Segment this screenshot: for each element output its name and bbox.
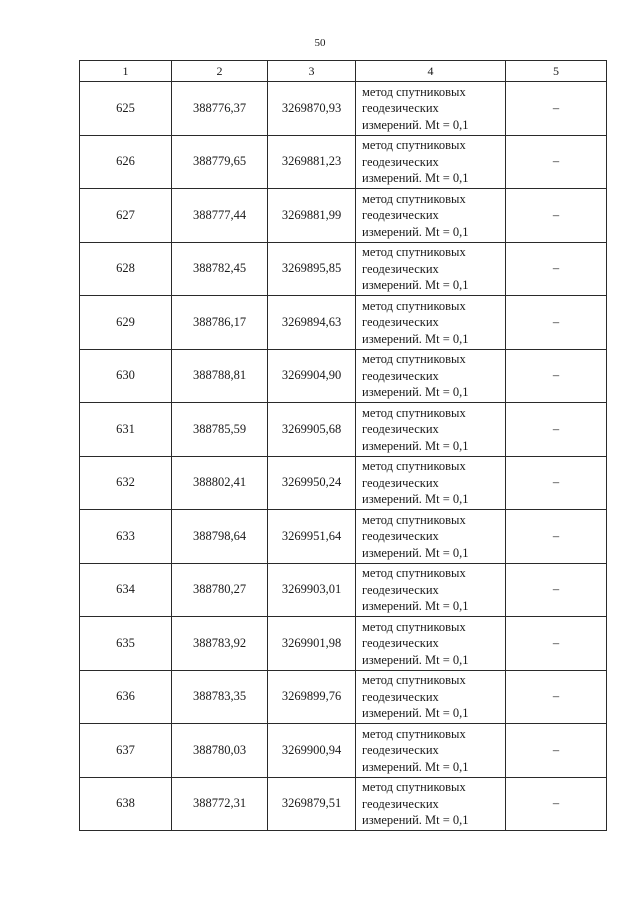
method-line: метод спутниковых	[362, 191, 466, 206]
method-cell	[356, 349, 506, 403]
method-line: метод спутниковых	[362, 352, 466, 366]
point-number-cell: 635	[80, 617, 172, 671]
point-number-cell: 636	[80, 670, 172, 724]
y-coordinate-cell: 3269950,24	[268, 456, 356, 510]
table-row	[80, 510, 607, 564]
method-line: геодезических	[362, 368, 439, 383]
method-line: метод спутниковых	[362, 245, 466, 259]
note-cell: –	[506, 510, 607, 564]
point-number-cell: 629	[80, 296, 172, 350]
method-line: измерений. Mt = 0,1	[362, 117, 469, 132]
column-header-1: 1	[80, 61, 172, 82]
x-coordinate-cell: 388780,27	[172, 563, 268, 617]
page-number: 50	[314, 37, 326, 49]
x-coordinate-cell: 388783,35	[172, 670, 268, 724]
point-number-cell: 630	[80, 349, 172, 403]
method-cell	[356, 189, 506, 243]
x-coordinate-cell: 388788,81	[172, 349, 268, 403]
x-coordinate-cell: 388798,64	[172, 510, 268, 564]
y-coordinate-cell: 3269879,51	[268, 777, 356, 831]
table-row	[80, 777, 607, 831]
method-cell	[356, 403, 506, 457]
method-line: измерений. Mt = 0,1	[362, 385, 469, 399]
method-line: метод спутниковых	[362, 138, 466, 152]
method-line: измерений. Mt = 0,1	[362, 492, 469, 506]
method-cell	[356, 670, 506, 724]
point-number-cell: 626	[80, 135, 172, 189]
method-line: метод спутниковых	[362, 459, 466, 473]
method-line: геодезических	[362, 689, 439, 704]
x-coordinate-cell: 388772,31	[172, 777, 268, 831]
y-coordinate-cell: 3269895,85	[268, 242, 356, 296]
table-row	[80, 403, 607, 457]
method-line: геодезических	[362, 582, 439, 597]
note-cell: –	[506, 456, 607, 510]
y-coordinate-cell: 3269951,64	[268, 510, 356, 564]
method-line: геодезических	[362, 743, 439, 757]
x-coordinate-cell: 388777,44	[172, 189, 268, 243]
note-cell: –	[506, 724, 607, 778]
point-number-cell: 637	[80, 724, 172, 778]
method-line: геодезических	[362, 208, 439, 222]
x-coordinate-cell: 388786,17	[172, 296, 268, 350]
method-line: метод спутниковых	[362, 566, 466, 580]
table-row	[80, 135, 607, 189]
column-header-5: 5	[506, 61, 607, 82]
coordinates-table	[79, 60, 607, 831]
method-line: измерений. Mt = 0,1	[362, 652, 469, 667]
point-number-cell: 625	[80, 82, 172, 136]
method-cell	[356, 724, 506, 778]
method-line: геодезических	[362, 636, 439, 650]
point-number-cell: 632	[80, 456, 172, 510]
method-line: измерений. Mt = 0,1	[362, 545, 469, 560]
method-line: геодезических	[362, 315, 439, 329]
method-line: метод спутниковых	[362, 84, 466, 99]
table-row	[80, 724, 607, 778]
method-line: геодезических	[362, 101, 439, 115]
table-body	[80, 61, 607, 831]
method-line: геодезических	[362, 796, 439, 811]
table-row	[80, 670, 607, 724]
x-coordinate-cell: 388802,41	[172, 456, 268, 510]
method-line: геодезических	[362, 529, 439, 543]
method-line: метод спутниковых	[362, 619, 466, 634]
y-coordinate-cell: 3269901,98	[268, 617, 356, 671]
method-cell	[356, 617, 506, 671]
method-line: геодезических	[362, 475, 439, 490]
method-line: измерений. Mt = 0,1	[362, 171, 469, 185]
note-cell: –	[506, 670, 607, 724]
table-row	[80, 456, 607, 510]
note-cell: –	[506, 296, 607, 350]
method-line: геодезических	[362, 261, 439, 276]
table-row	[80, 82, 607, 136]
table-header-row	[80, 61, 607, 82]
method-cell	[356, 456, 506, 510]
table-row	[80, 242, 607, 296]
note-cell: –	[506, 777, 607, 831]
note-cell: –	[506, 242, 607, 296]
method-line: метод спутниковых	[362, 298, 466, 313]
point-number-cell: 627	[80, 189, 172, 243]
method-line: метод спутниковых	[362, 512, 466, 527]
y-coordinate-cell: 3269900,94	[268, 724, 356, 778]
y-coordinate-cell: 3269870,93	[268, 82, 356, 136]
note-cell: –	[506, 349, 607, 403]
method-line: измерений. Mt = 0,1	[362, 706, 469, 720]
method-cell	[356, 82, 506, 136]
method-cell	[356, 777, 506, 831]
y-coordinate-cell: 3269905,68	[268, 403, 356, 457]
y-coordinate-cell: 3269894,63	[268, 296, 356, 350]
point-number-cell: 634	[80, 563, 172, 617]
x-coordinate-cell: 388782,45	[172, 242, 268, 296]
table-row	[80, 563, 607, 617]
method-line: измерений. Mt = 0,1	[362, 331, 469, 346]
method-line: измерений. Mt = 0,1	[362, 759, 469, 774]
method-line: геодезических	[362, 422, 439, 436]
method-line: измерений. Mt = 0,1	[362, 599, 469, 613]
note-cell: –	[506, 189, 607, 243]
method-line: измерений. Mt = 0,1	[362, 224, 469, 239]
table-row	[80, 349, 607, 403]
table-row	[80, 296, 607, 350]
method-cell	[356, 296, 506, 350]
point-number-cell: 633	[80, 510, 172, 564]
y-coordinate-cell: 3269881,99	[268, 189, 356, 243]
column-header-2: 2	[172, 61, 268, 82]
point-number-cell: 638	[80, 777, 172, 831]
y-coordinate-cell: 3269903,01	[268, 563, 356, 617]
method-line: измерений. Mt = 0,1	[362, 438, 469, 453]
method-line: метод спутниковых	[362, 673, 466, 687]
note-cell: –	[506, 135, 607, 189]
x-coordinate-cell: 388785,59	[172, 403, 268, 457]
x-coordinate-cell: 388779,65	[172, 135, 268, 189]
table-row	[80, 189, 607, 243]
column-header-4: 4	[356, 61, 506, 82]
method-line: метод спутниковых	[362, 405, 466, 420]
method-line: измерений. Mt = 0,1	[362, 278, 469, 292]
method-cell	[356, 563, 506, 617]
note-cell: –	[506, 403, 607, 457]
table-row	[80, 617, 607, 671]
method-line: метод спутниковых	[362, 726, 466, 741]
method-line: геодезических	[362, 154, 439, 169]
x-coordinate-cell: 388783,92	[172, 617, 268, 671]
method-cell	[356, 510, 506, 564]
y-coordinate-cell: 3269881,23	[268, 135, 356, 189]
x-coordinate-cell: 388780,03	[172, 724, 268, 778]
method-cell	[356, 242, 506, 296]
point-number-cell: 631	[80, 403, 172, 457]
note-cell: –	[506, 617, 607, 671]
y-coordinate-cell: 3269899,76	[268, 670, 356, 724]
note-cell: –	[506, 563, 607, 617]
x-coordinate-cell: 388776,37	[172, 82, 268, 136]
point-number-cell: 628	[80, 242, 172, 296]
column-header-3: 3	[268, 61, 356, 82]
method-line: измерений. Mt = 0,1	[362, 813, 469, 827]
y-coordinate-cell: 3269904,90	[268, 349, 356, 403]
note-cell: –	[506, 82, 607, 136]
method-line: метод спутниковых	[362, 780, 466, 794]
method-cell	[356, 135, 506, 189]
